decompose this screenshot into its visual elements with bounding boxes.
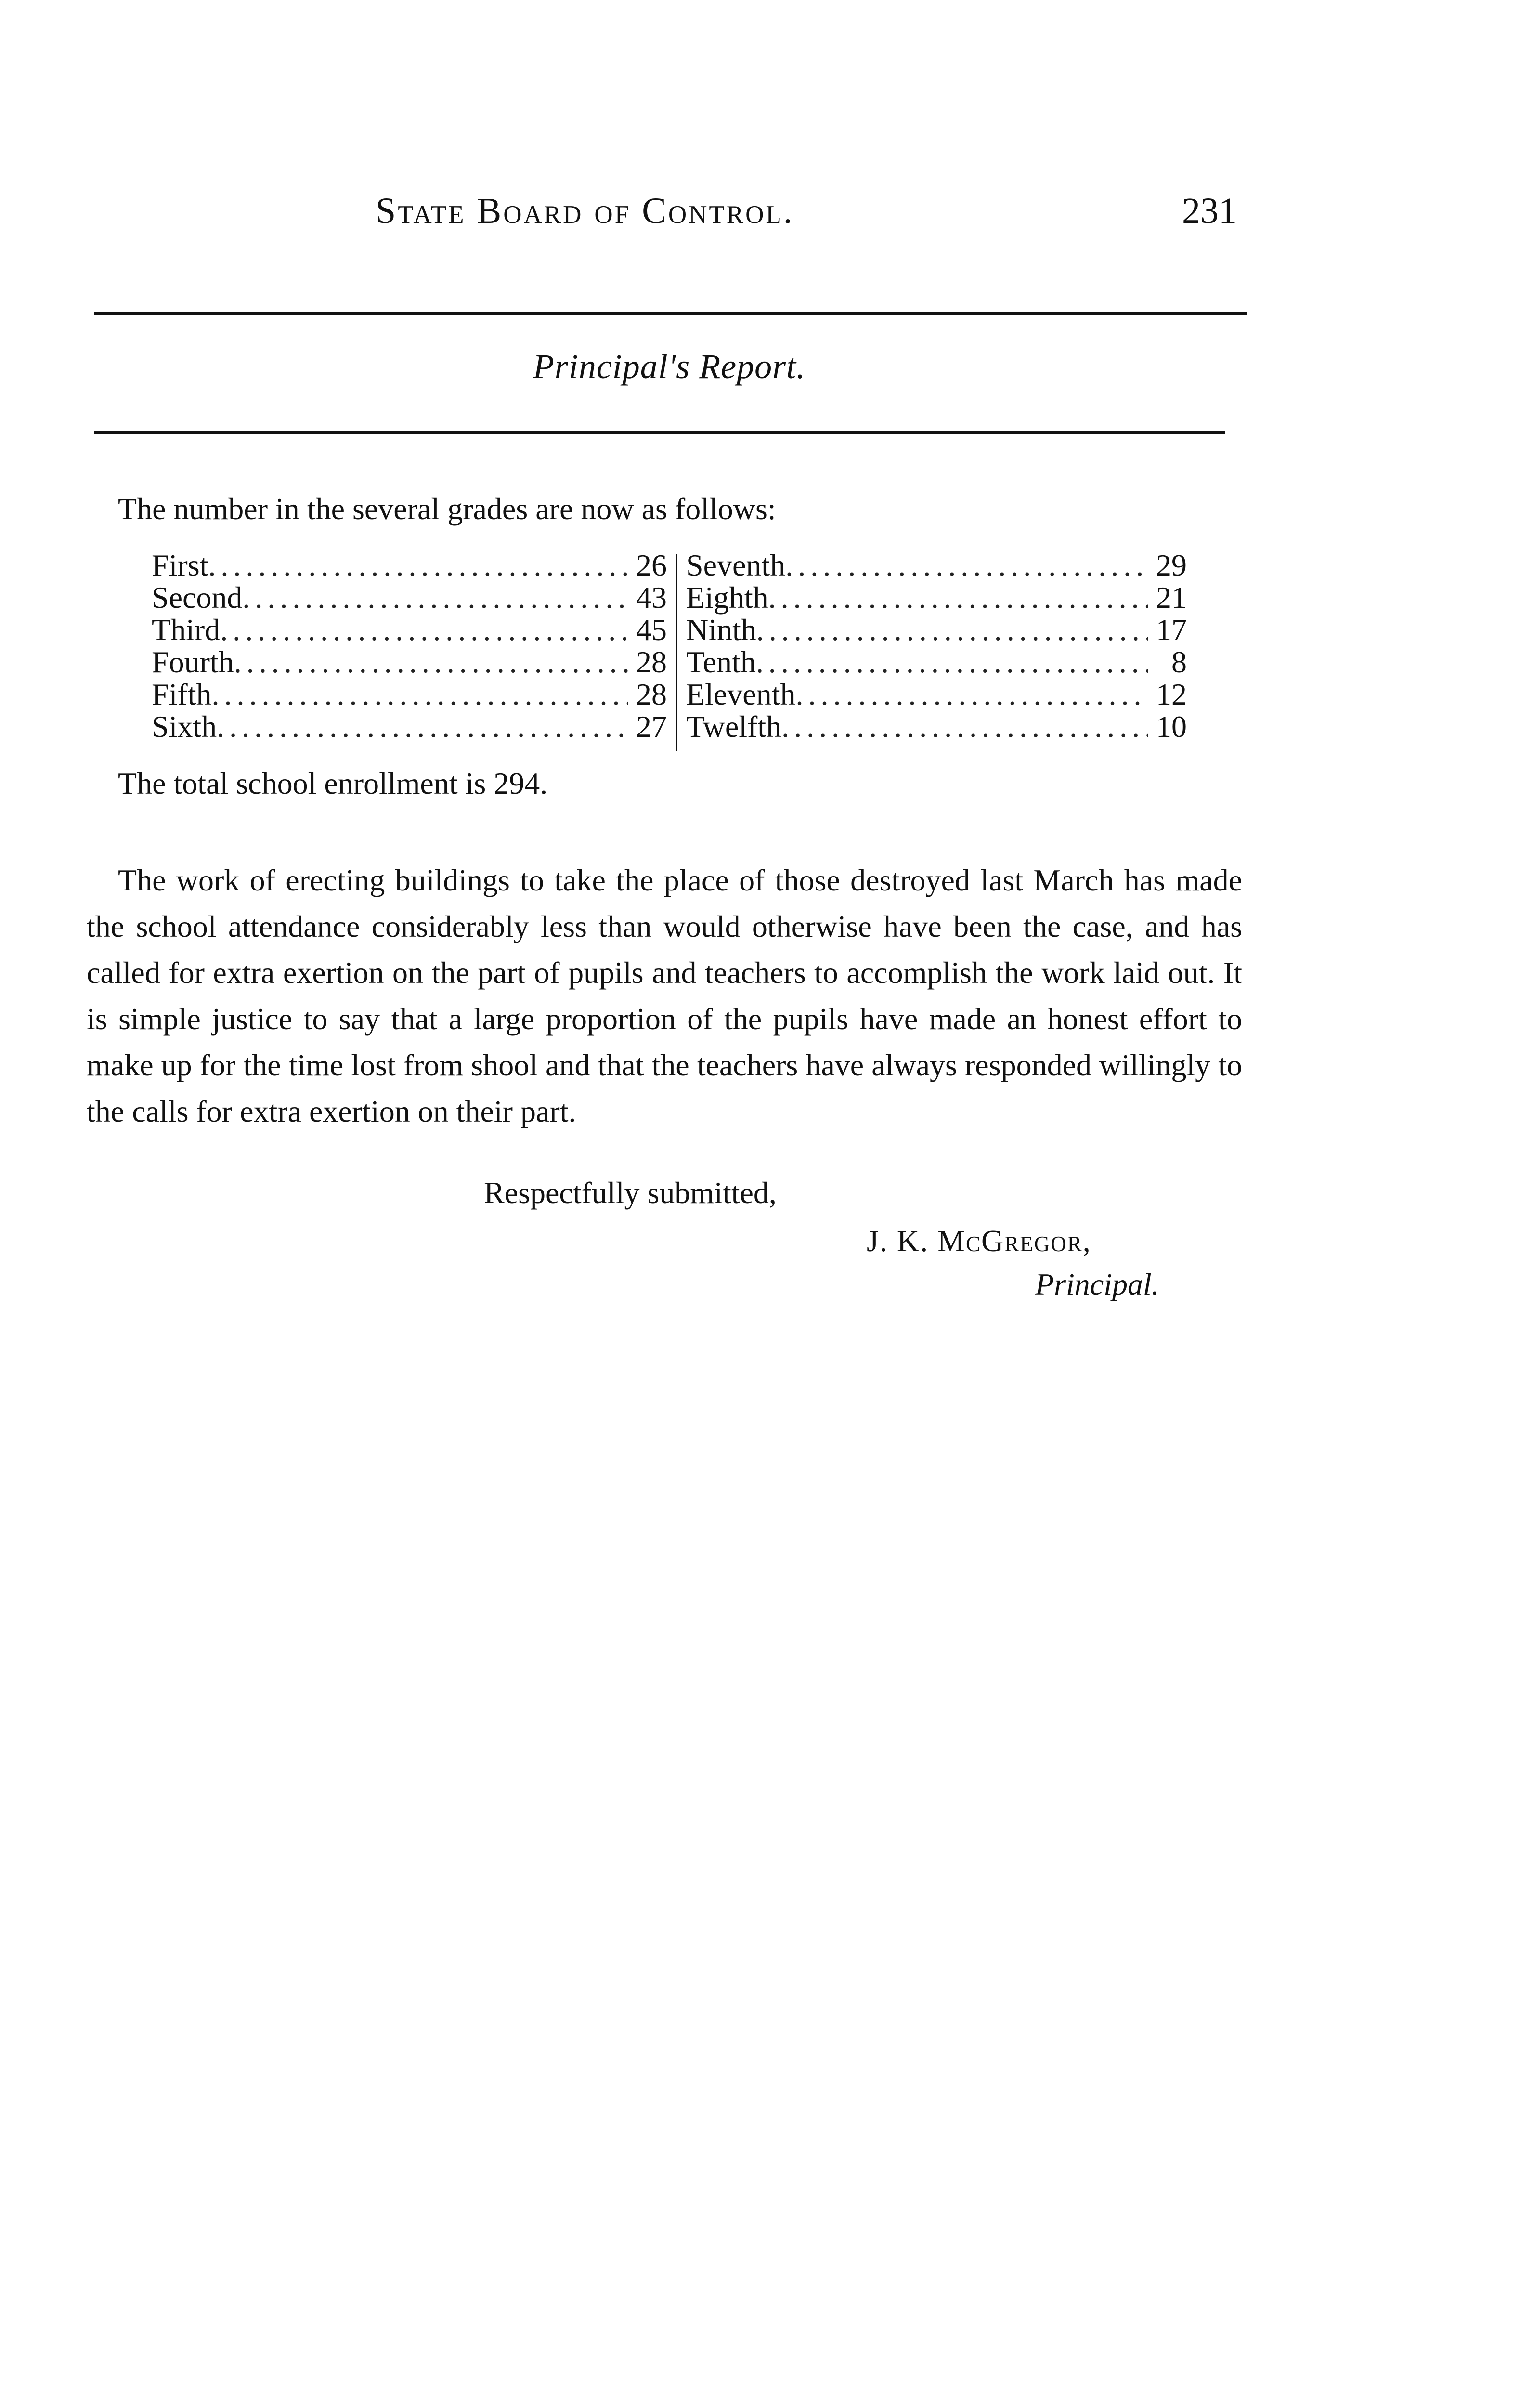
grade-count: 10 <box>1156 709 1187 744</box>
grade-row <box>152 549 667 581</box>
grade-count: 28 <box>636 645 667 679</box>
grade-row <box>152 710 667 743</box>
grade-row <box>686 581 1187 614</box>
grade-count: 12 <box>1156 677 1187 711</box>
dot-leader <box>242 581 628 614</box>
grades-right-column <box>686 549 1187 743</box>
dot-leader <box>217 710 628 743</box>
grades-left-column <box>152 549 667 743</box>
grade-name: Tenth <box>686 645 756 679</box>
grade-row <box>152 614 667 646</box>
grade-count: 45 <box>636 613 667 647</box>
grade-count: 43 <box>636 580 667 615</box>
running-head: State Board of Control. <box>376 191 794 231</box>
grade-count: 21 <box>1156 580 1187 615</box>
grade-name: Fifth <box>152 677 212 711</box>
body-paragraph: The work of erecting buildings to take the place of those destroyed last March has made the school attendance considerably less than would otherwise have been the case, and has called for extra exertion on the part of pupils and teachers to accomplish the work laid out. It is simple justice to say that a large proportion of the pupils have made an honest effort to make up for the time lost from shool and that the teachers have always responded willingly to the calls for extra exertion on their part. <box>87 863 1242 1128</box>
grade-count: 28 <box>636 677 667 711</box>
grade-name: Sixth <box>152 709 217 744</box>
signer-title: Principal. <box>1035 1267 1159 1301</box>
grade-row <box>152 646 667 678</box>
dot-leader <box>234 646 628 678</box>
grade-row <box>686 710 1187 743</box>
grade-name: Seventh <box>686 548 786 582</box>
signer-name: J. K. McGregor, <box>867 1224 1091 1258</box>
grade-name: First <box>152 548 208 582</box>
bottom-rule <box>94 431 1225 434</box>
grade-name: Eighth <box>686 580 768 615</box>
dot-leader <box>781 710 1148 743</box>
intro-text: The number in the several grades are now as follows: <box>118 492 776 526</box>
column-divider <box>676 554 677 751</box>
grade-name: Second <box>152 580 243 615</box>
dot-leader <box>785 549 1148 581</box>
grade-row <box>152 581 667 614</box>
grade-name: Twelfth <box>686 709 782 744</box>
grade-row <box>686 549 1187 581</box>
grade-row <box>152 678 667 710</box>
grade-row <box>686 614 1187 646</box>
dot-leader <box>768 581 1148 614</box>
grade-name: Fourth <box>152 645 234 679</box>
grade-count: 26 <box>636 548 667 582</box>
grade-count: 29 <box>1156 548 1187 582</box>
grade-name: Ninth <box>686 613 756 647</box>
grade-name: Eleventh <box>686 677 796 711</box>
section-title: Principal's Report. <box>533 347 806 386</box>
closing-line: Respectfully submitted, <box>484 1176 777 1210</box>
top-rule <box>94 312 1247 315</box>
grade-row <box>686 678 1187 710</box>
dot-leader <box>795 678 1148 710</box>
grade-count: 17 <box>1156 613 1187 647</box>
total-enrollment: The total school enrollment is 294. <box>118 766 548 800</box>
dot-leader <box>211 678 628 710</box>
grades-table <box>152 549 1187 751</box>
dot-leader <box>756 646 1148 678</box>
dot-leader <box>220 614 628 646</box>
grade-count: 27 <box>636 709 667 744</box>
dot-leader <box>208 549 628 581</box>
grade-name: Third <box>152 613 221 647</box>
grade-count: 8 <box>1171 645 1187 679</box>
grade-row <box>686 646 1187 678</box>
page-number: 231 <box>1182 191 1237 231</box>
dot-leader <box>756 614 1148 646</box>
